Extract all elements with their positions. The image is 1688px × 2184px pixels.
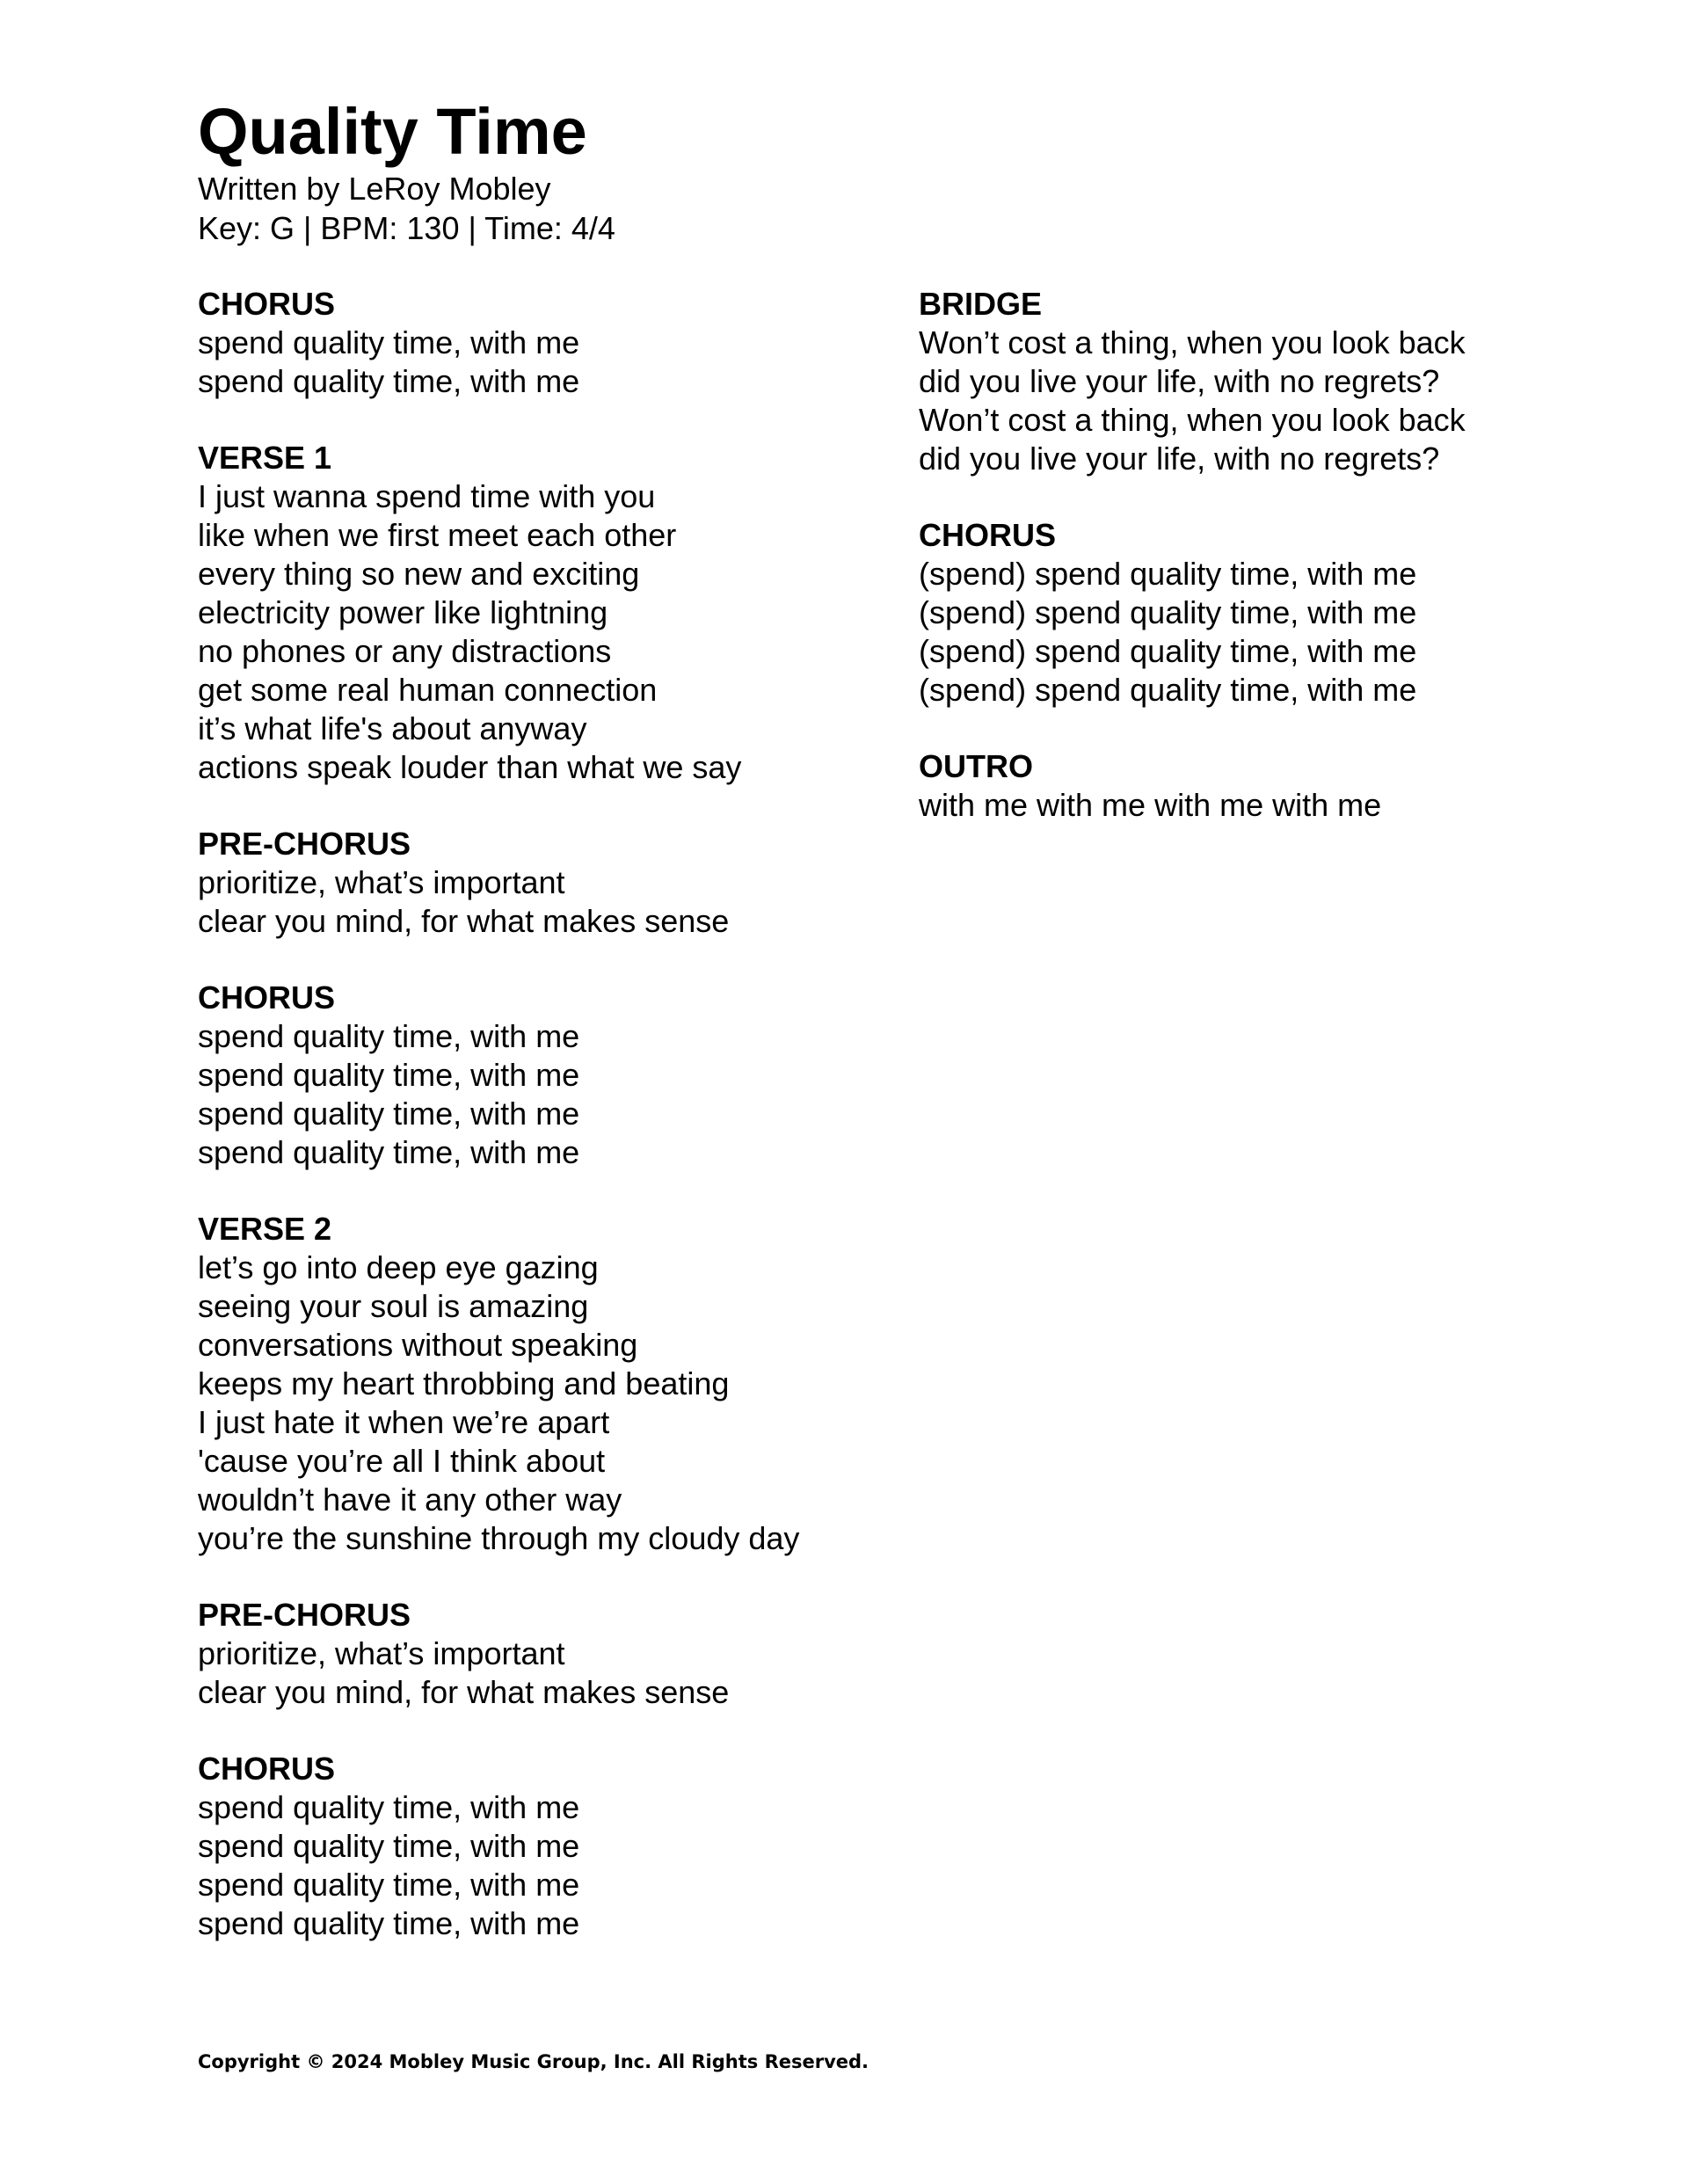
song-metadata: Key: G | BPM: 130 | Time: 4/4 xyxy=(198,210,615,246)
lyric-line: with me with me with me with me xyxy=(919,787,1382,823)
lyric-line: clear you mind, for what makes sense xyxy=(198,903,730,939)
lyric-section-pre-chorus xyxy=(198,1596,866,1712)
lyric-section-pre-chorus xyxy=(198,825,866,941)
lyric-line: keeps my heart throbbing and beating xyxy=(198,1365,730,1401)
section-heading: PRE-CHORUS xyxy=(198,826,411,862)
lyric-line: spend quality time, with me xyxy=(198,1867,580,1903)
section-heading: VERSE 1 xyxy=(198,440,332,476)
copyright-notice: Copyright © 2024 Mobley Music Group, Inc. All Rights Reserved. xyxy=(198,2051,869,2072)
lyric-line: you’re the sunshine through my cloudy day xyxy=(198,1520,800,1556)
lyric-line: (spend) spend quality time, with me xyxy=(919,594,1417,630)
lyric-line: spend quality time, with me xyxy=(198,1018,580,1054)
lyric-line: 'cause you’re all I think about xyxy=(198,1443,606,1479)
lyric-line: did you live your life, with no regrets? xyxy=(919,440,1440,477)
section-heading: CHORUS xyxy=(198,979,336,1016)
section-heading: BRIDGE xyxy=(919,286,1043,322)
section-heading: CHORUS xyxy=(198,286,336,322)
lyric-line: like when we first meet each other xyxy=(198,517,677,553)
lyric-line: every thing so new and exciting xyxy=(198,556,640,592)
lyric-line: I just wanna spend time with you xyxy=(198,478,656,514)
lyric-line: Won’t cost a thing, when you look back xyxy=(919,402,1466,438)
lyric-line: no phones or any distractions xyxy=(198,633,612,669)
lyrics-left-column xyxy=(198,285,866,1981)
lyric-line: electricity power like lightning xyxy=(198,594,608,630)
lyric-line: prioritize, what’s important xyxy=(198,1635,565,1671)
section-heading: PRE-CHORUS xyxy=(198,1597,411,1633)
lyrics-right-column xyxy=(919,285,1587,863)
section-heading: OUTRO xyxy=(919,748,1033,784)
lyric-line: spend quality time, with me xyxy=(198,324,580,360)
lyric-line: it’s what life's about anyway xyxy=(198,710,587,746)
lyric-section-chorus xyxy=(198,285,866,401)
lyric-section-chorus xyxy=(919,516,1587,710)
lyric-line: (spend) spend quality time, with me xyxy=(919,672,1417,708)
lyric-line: let’s go into deep eye gazing xyxy=(198,1249,599,1285)
lyric-line: clear you mind, for what makes sense xyxy=(198,1674,730,1710)
lyric-line: did you live your life, with no regrets? xyxy=(919,363,1440,399)
songwriter-credit: Written by LeRoy Mobley xyxy=(198,171,551,207)
lyric-line: I just hate it when we’re apart xyxy=(198,1404,610,1440)
lyric-line: spend quality time, with me xyxy=(198,1096,580,1132)
section-heading: VERSE 2 xyxy=(198,1211,332,1247)
lyric-line: actions speak louder than what we say xyxy=(198,749,742,785)
lyric-section-verse-1 xyxy=(198,439,866,787)
lyric-line: spend quality time, with me xyxy=(198,1789,580,1825)
lyric-line: prioritize, what’s important xyxy=(198,864,565,900)
lyric-section-chorus xyxy=(198,979,866,1172)
lyric-line: spend quality time, with me xyxy=(198,1057,580,1093)
lyric-line: spend quality time, with me xyxy=(198,363,580,399)
lyric-section-outro xyxy=(919,747,1587,825)
lyric-line: wouldn’t have it any other way xyxy=(198,1481,622,1518)
lyric-line: (spend) spend quality time, with me xyxy=(919,633,1417,669)
lyric-line: Won’t cost a thing, when you look back xyxy=(919,324,1466,360)
song-header xyxy=(198,95,615,248)
section-heading: CHORUS xyxy=(198,1751,336,1787)
lyric-line: get some real human connection xyxy=(198,672,658,708)
section-heading: CHORUS xyxy=(919,517,1057,553)
lyric-section-chorus xyxy=(198,1750,866,1943)
lyric-line: spend quality time, with me xyxy=(198,1905,580,1941)
lyric-line: (spend) spend quality time, with me xyxy=(919,556,1417,592)
lyric-line: seeing your soul is amazing xyxy=(198,1288,589,1324)
lyric-section-verse-2 xyxy=(198,1210,866,1558)
lyric-line: conversations without speaking xyxy=(198,1327,638,1363)
lyric-line: spend quality time, with me xyxy=(198,1134,580,1170)
lyric-section-bridge xyxy=(919,285,1587,478)
song-title: Quality Time xyxy=(198,95,587,168)
lyric-line: spend quality time, with me xyxy=(198,1828,580,1864)
